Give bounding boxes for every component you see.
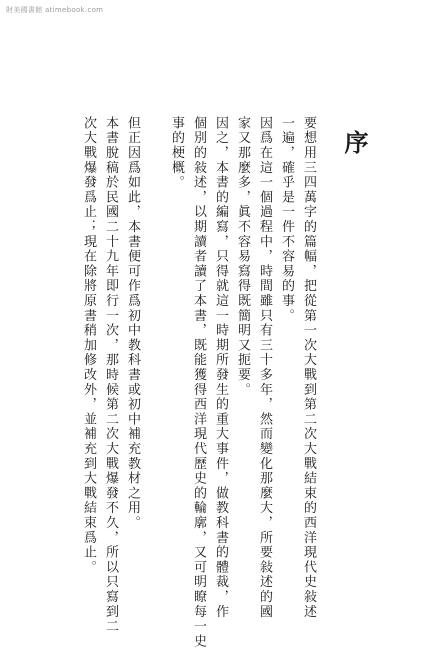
text-column: 事的梗概。	[169, 116, 184, 190]
watermark: 財美國書館 atimebook.com	[6, 6, 104, 14]
text-column: 要想用三四萬字的篇幅，把從第一次大戰到第二次大戰結束的西洋現代史敍述	[301, 116, 316, 620]
text-column: 個別的敍述，以期讀者讀了本書，既能獲得西洋現代歷史的輪廓，又可明瞭每一史	[191, 116, 206, 649]
preface-title: 序	[340, 130, 369, 154]
text-column: 但正因爲如此，本書便可作爲初中教科書或初中補充教材之用。	[125, 116, 140, 531]
text-column: 次大戰爆發爲止；現在除將原書稍加修改外，並補充到大戰結束爲止。	[81, 116, 96, 575]
text-column: 家又那麼多，眞不容易寫得既簡明又扼要。	[235, 116, 250, 398]
text-column: 一遍，確乎是一件不容易的事。	[279, 116, 294, 324]
text-column: 因爲在這一個過程中，時間雖只有三十多年，然而變化那麼大，所要敍述的國	[257, 116, 272, 620]
text-column: 因之，本書的編寫，只得就這一時期所發生的重大事件，做教科書的體裁，作	[213, 116, 228, 620]
text-column: 本書脫稿於民國二十九年即行一次，那時候第二次大戰爆發不久，所以只寫到二	[103, 116, 118, 634]
